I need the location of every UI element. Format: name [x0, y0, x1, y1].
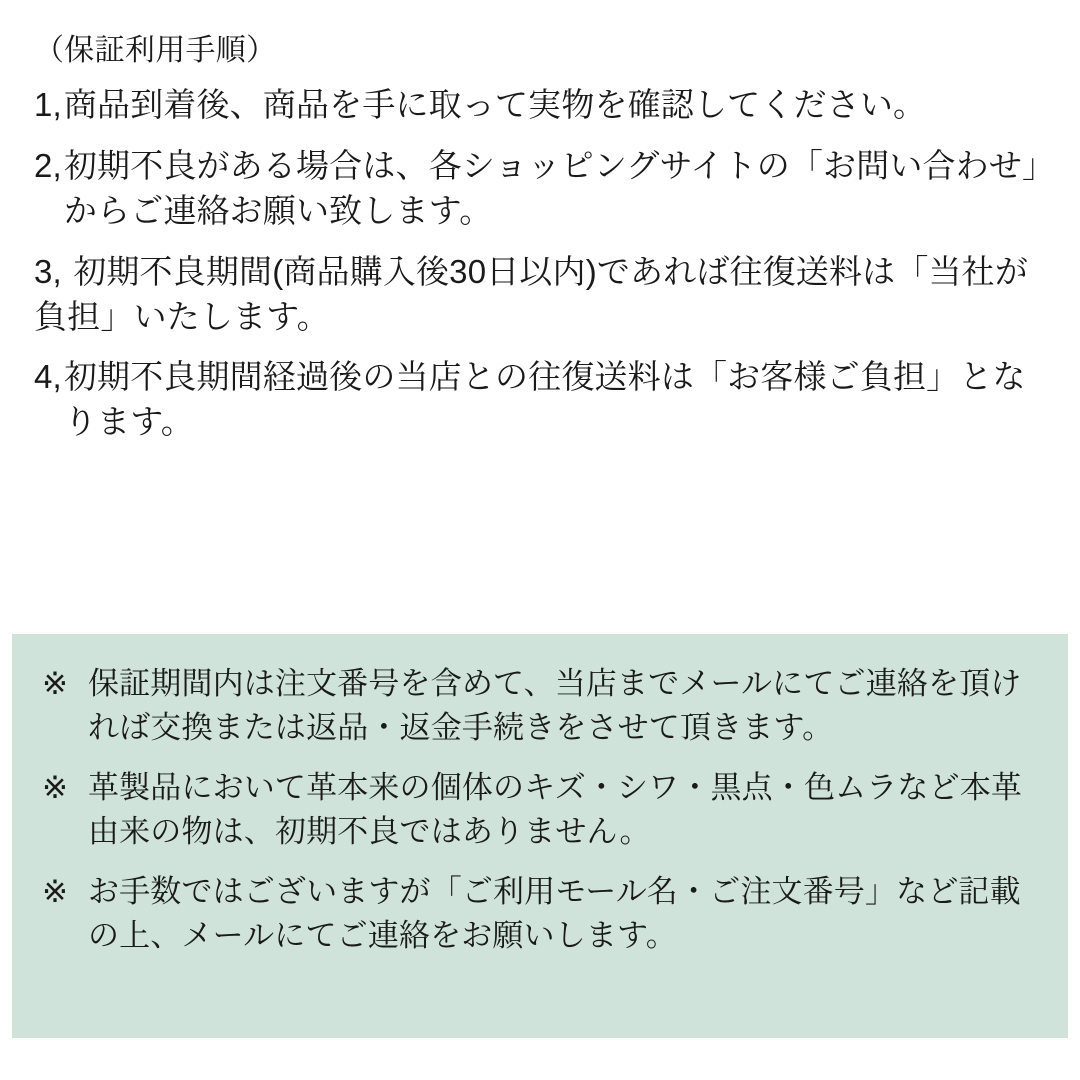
list-item [34, 355, 1046, 445]
notes-list [42, 662, 1038, 958]
step-number: 3, [34, 252, 62, 290]
step-text: 初期不良期間経過後の当店との往復送料は「お客様ご負担」となります。 [63, 358, 1026, 441]
steps-list [34, 83, 1046, 445]
note-mark-icon: ※ [42, 666, 69, 701]
list-item [42, 662, 1038, 750]
note-text: お手数ではございますが「ご利用モール名・ご注文番号」など記載の上、メールにてご連絡をお願いします。 [88, 874, 1021, 954]
step-number: 4, [34, 358, 62, 396]
note-mark-icon: ※ [42, 770, 69, 806]
step-number: 1, [34, 86, 62, 123]
note-mark-icon: ※ [42, 874, 69, 910]
step-text: 初期不良期間(商品購入後30日以内)であれば往復送料は「当社が負担」いたします。 [34, 252, 1029, 335]
list-item [34, 250, 1046, 340]
list-item [34, 144, 1046, 234]
note-text: 保証期間内は注文番号を含めて、当店までメールにてご連絡を頂ければ交換または返品・返金手続きをさせて頂きます。 [88, 666, 1022, 746]
step-text: 商品到着後、商品を手に取って実物を確認してください。 [63, 86, 927, 123]
list-item [34, 83, 1046, 128]
list-item [42, 870, 1038, 958]
step-number: 2, [34, 146, 62, 184]
note-text: 革製品において革本来の個体のキズ・シワ・黒点・色ムラなど本革由来の物は、初期不良ではありません。 [88, 770, 1023, 850]
notes-panel [12, 634, 1068, 1038]
list-item [42, 766, 1038, 854]
page-title: （保証利用手順） [34, 34, 277, 67]
step-text: 初期不良がある場合は、各ショッピングサイトの「お問い合わせ」からご連絡お願い致します。 [63, 146, 1039, 229]
